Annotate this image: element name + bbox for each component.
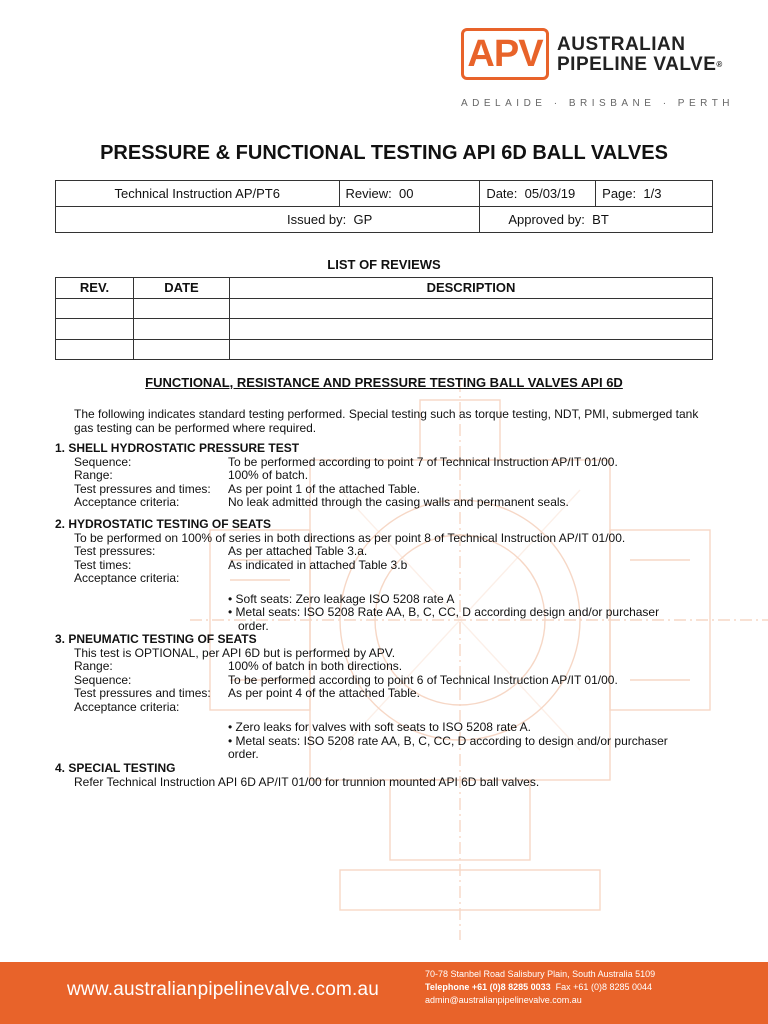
registered-mark: ® <box>716 60 723 69</box>
website-link[interactable]: www.australianpipelinevalve.com.au <box>67 979 380 1000</box>
approved-label: Approved by: <box>508 212 585 227</box>
list-item: Test pressures and times: As per point 4 of the attached Table. <box>74 686 420 700</box>
telephone: Telephone +61 (0)8 8285 0033 <box>425 982 551 992</box>
company-name-line2: PIPELINE VALVE <box>557 54 717 75</box>
section-line: To be performed on 100% of series in both directions as per point 8 of Technical Instruction AP/IT 01/00. <box>74 530 626 545</box>
email-link[interactable]: admin@australianpipelinevalve.com.au <box>425 995 582 1005</box>
issued-by-cell <box>56 207 480 233</box>
date-value: 05/03/19 <box>524 186 576 201</box>
list-item: Test times: As indicated in attached Table 3.b <box>74 557 408 572</box>
section-hydrostatic-seats <box>55 518 715 633</box>
table-row <box>56 339 713 360</box>
list-item: Test pressures: As per attached Table 3.a. <box>74 544 368 558</box>
section-heading: 2. HYDROSTATIC TESTING OF SEATS <box>55 517 272 531</box>
review-label: Review: <box>345 186 392 201</box>
review-value: 00 <box>398 186 414 201</box>
issued-value: GP <box>353 212 373 227</box>
bullet-soft-seats: • Soft seats: Zero leakage ISO 5208 rate A <box>228 591 455 606</box>
section-heading: 4. SPECIAL TESTING <box>55 761 176 775</box>
company-name-line1: AUSTRALIAN <box>557 34 686 55</box>
list-item: Sequence: To be performed according to point 7 of Technical Instruction AP/IT 01/00. <box>74 454 618 469</box>
fax: Fax +61 (0)8 8285 0044 <box>555 982 652 992</box>
section-pneumatic-seats <box>55 633 715 762</box>
section-heading: 3. PNEUMATIC TESTING OF SEATS <box>55 632 257 646</box>
intro-paragraph: The following indicates standard testing performed. Special testing such as torque testing, NDT, PMI, submerged tank gas testing can be performed where required. <box>74 407 699 435</box>
table-row <box>56 298 713 319</box>
bullet-soft-seats: • Zero leaks for valves with soft seats to ISO 5208 rate A. <box>228 720 532 734</box>
section-line: This test is OPTIONAL, per API 6D but is performed by APV. <box>74 645 396 660</box>
date-column-header: DATE <box>134 278 230 299</box>
reviews-table <box>55 277 713 360</box>
instruction-cell: Technical Instruction AP/PT6 <box>56 181 340 207</box>
list-of-reviews-title: LIST OF REVIEWS <box>327 257 441 272</box>
page-footer <box>0 962 768 1024</box>
approved-by-cell <box>480 207 713 233</box>
section-line: Refer Technical Instruction API 6D AP/IT 01/00 for trunnion mounted API 6D ball valves. <box>74 774 540 789</box>
testing-section-title: FUNCTIONAL, RESISTANCE AND PRESSURE TESTING BALL VALVES API 6D <box>145 375 623 390</box>
document-header-table <box>55 180 713 233</box>
contact-info <box>425 968 655 1007</box>
approved-value: BT <box>592 212 609 227</box>
address: 70-78 Stanbel Road Salisbury Plain, South Australia 5109 <box>425 969 656 979</box>
list-item: Range: 100% of batch in both directions. <box>74 659 403 673</box>
section-heading: 1. SHELL HYDROSTATIC PRESSURE TEST <box>55 441 300 455</box>
apv-logo-text: APV <box>467 33 543 75</box>
list-item: Acceptance criteria: <box>74 699 180 714</box>
list-item: Sequence: To be performed according to point 6 of Technical Instruction AP/IT 01/00. <box>74 672 618 687</box>
issued-label: Issued by: <box>287 212 347 227</box>
office-cities: ADELAIDE · BRISBANE · PERTH <box>461 98 735 109</box>
description-column-header: DESCRIPTION <box>230 278 713 299</box>
table-row <box>56 319 713 340</box>
list-item: Test pressures and times: As per point 1 of the attached Table. <box>74 481 420 496</box>
page-cell <box>596 181 713 207</box>
section-special-testing <box>55 762 715 789</box>
list-item: Acceptance criteria: No leak admitted through the casing walls and permanent seals. <box>74 495 569 509</box>
apv-logo <box>461 28 549 80</box>
section-shell-hydrostatic <box>55 442 715 510</box>
bullet-metal-seats: • Metal seats: ISO 5208 rate AA, B, C, CC, D according to design and/or purchaser <box>228 733 668 748</box>
bullet-metal-seats-cont: order. <box>238 618 269 633</box>
document-title: PRESSURE & FUNCTIONAL TESTING API 6D BALL VALVES <box>100 142 668 164</box>
bullet-metal-seats: • Metal seats: ISO 5208 Rate AA, B, C, CC, D according design and/or purchaser <box>228 605 660 619</box>
list-item: Acceptance criteria: <box>74 571 180 585</box>
page-value: 1/3 <box>643 186 662 201</box>
page-label: Page: <box>602 186 637 201</box>
company-name <box>557 35 723 75</box>
list-item: Range: 100% of batch. <box>74 468 309 482</box>
review-cell <box>339 181 480 207</box>
bullet-metal-seats-cont: order. <box>228 747 259 761</box>
date-label: Date: <box>486 186 518 201</box>
date-cell <box>480 181 596 207</box>
rev-column-header: REV. <box>56 278 134 299</box>
